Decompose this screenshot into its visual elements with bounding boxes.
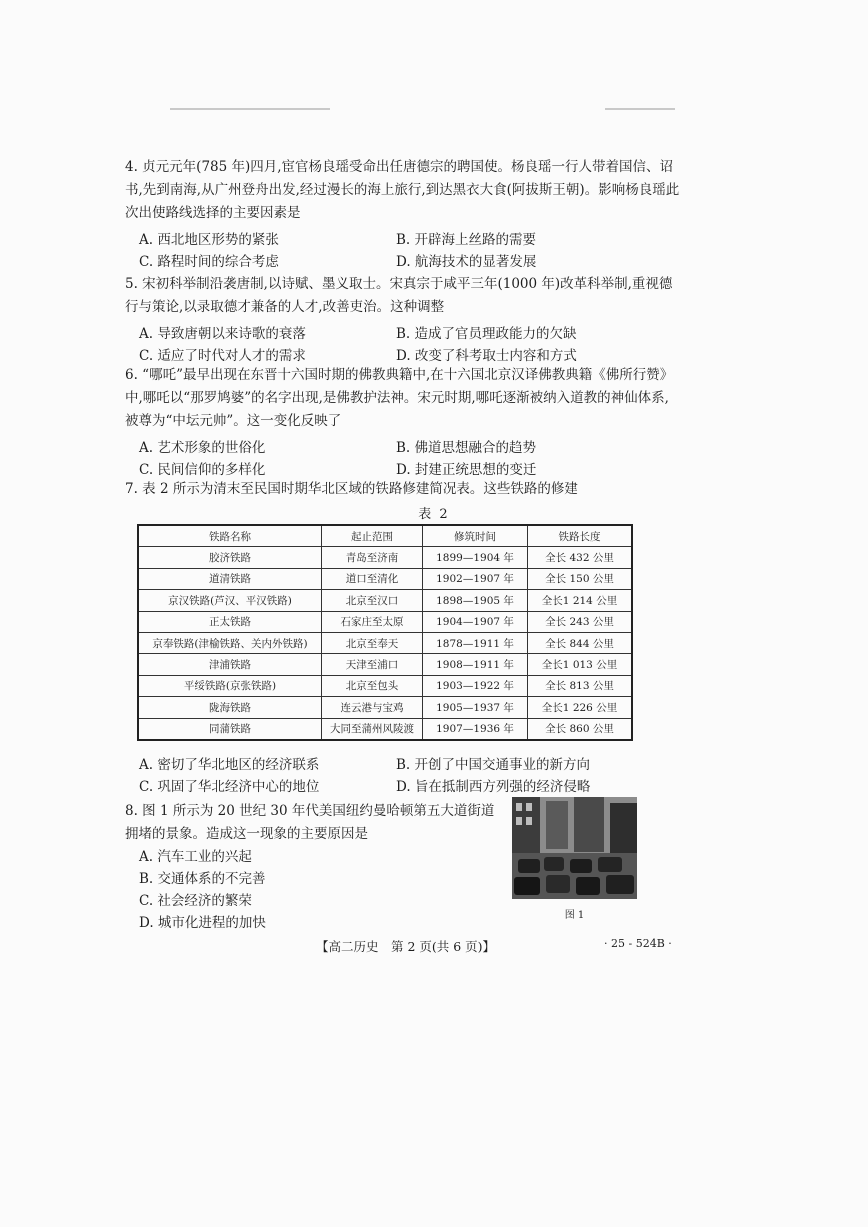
option-d: D. 城市化进程的加快: [139, 915, 266, 931]
cell: 北京至汉口: [322, 590, 423, 611]
question-4: [125, 156, 680, 273]
table-row: [138, 568, 632, 589]
cell: 津浦铁路: [138, 654, 322, 675]
option-c: C. 社会经济的繁荣: [139, 893, 252, 909]
table-row: [138, 654, 632, 675]
cell: 大同至蒲州风陵渡: [322, 718, 423, 740]
option-c: C. 路程时间的综合考虑: [139, 254, 279, 270]
question-7-options: [139, 754, 680, 798]
header-range: 起止范围: [322, 525, 423, 547]
question-8-options: [139, 846, 505, 934]
option-a: A. 导致唐朝以来诗歌的衰落: [139, 326, 306, 342]
table-row: [138, 590, 632, 611]
cell: 北京至奉天: [322, 632, 423, 653]
top-rule-right: [605, 108, 675, 110]
cell: 陇海铁路: [138, 697, 322, 718]
option-b: B. 开创了中国交通事业的新方向: [396, 757, 591, 773]
cell: 1904—1907 年: [423, 611, 528, 632]
page-footer: 【高二历史 第 2 页(共 6 页)】: [316, 939, 496, 954]
cell: 北京至包头: [322, 675, 423, 696]
option-b: B. 佛道思想融合的趋势: [396, 440, 537, 456]
cell: 胶济铁路: [138, 547, 322, 568]
cell: 石家庄至太原: [322, 611, 423, 632]
traffic-photo: [512, 797, 637, 899]
cell: 同蒲铁路: [138, 718, 322, 740]
question-5-options: [139, 323, 680, 367]
option-c: C. 民间信仰的多样化: [139, 462, 266, 478]
cell: 京奉铁路(津榆铁路、关内外铁路): [138, 632, 322, 653]
cell: 1878—1911 年: [423, 632, 528, 653]
cell: 全长1 214 公里: [528, 590, 633, 611]
cell: 1905—1937 年: [423, 697, 528, 718]
table-row: [138, 611, 632, 632]
table-row: [138, 718, 632, 740]
table-row: [138, 632, 632, 653]
table-row: [138, 697, 632, 718]
cell: 全长1 013 公里: [528, 654, 633, 675]
question-5-stem: 5. 宋初科举制沿袭唐制,以诗赋、墨义取士。宋真宗于咸平三年(1000 年)改革科举制,重视德行与策论,以录取德才兼备的人才,改善吏治。这种调整: [125, 276, 673, 315]
cell: 全长 844 公里: [528, 632, 633, 653]
cell: 1898—1905 年: [423, 590, 528, 611]
option-d: D. 封建正统思想的变迁: [396, 462, 537, 478]
option-c: C. 适应了时代对人才的需求: [139, 348, 306, 364]
option-a: A. 西北地区形势的紧张: [139, 232, 279, 248]
table-caption: 表 2: [418, 507, 450, 522]
option-b: B. 造成了官员理政能力的欠缺: [396, 326, 577, 342]
cell: 平绥铁路(京张铁路): [138, 675, 322, 696]
railway-table: [137, 524, 633, 741]
question-8: [125, 800, 505, 934]
question-5: [125, 273, 680, 367]
question-6-stem: 6. “哪吒”最早出现在东晋十六国时期的佛教典籍中,在十六国北京汉译佛教典籍《佛所行赞》中,哪吒以“那罗鸠婆”的名字出现,是佛教护法神。宋元时期,哪吒逐渐被纳入道教的神仙体系,被尊为“中坛元帅”。这一变化反映了: [125, 367, 674, 429]
option-d: D. 旨在抵制西方列强的经济侵略: [396, 779, 591, 795]
option-c: C. 巩固了华北经济中心的地位: [139, 779, 320, 795]
cell: 1903—1922 年: [423, 675, 528, 696]
question-7-stem: 7. 表 2 所示为清末至民国时期华北区域的铁路修建简况表。这些铁路的修建: [125, 481, 578, 497]
cell: 全长 150 公里: [528, 568, 633, 589]
cell: 全长 813 公里: [528, 675, 633, 696]
cell: 天津至浦口: [322, 654, 423, 675]
option-d: D. 航海技术的显著发展: [396, 254, 537, 270]
question-6: [125, 364, 680, 481]
option-b: B. 开辟海上丝路的需要: [396, 232, 537, 248]
question-6-options: [139, 437, 680, 481]
option-a: A. 汽车工业的兴起: [139, 849, 252, 865]
cell: 1907—1936 年: [423, 718, 528, 740]
option-a: A. 密切了华北地区的经济联系: [139, 757, 320, 773]
table-row: [138, 547, 632, 568]
option-b: B. 交通体系的不完善: [139, 871, 266, 887]
cell: 全长 243 公里: [528, 611, 633, 632]
cell: 正太铁路: [138, 611, 322, 632]
figure-caption: 图 1: [564, 910, 585, 921]
header-period: 修筑时间: [423, 525, 528, 547]
cell: 全长 432 公里: [528, 547, 633, 568]
page-code: · 25 - 524B ·: [604, 937, 672, 950]
cell: 连云港与宝鸡: [322, 697, 423, 718]
cell: 青岛至济南: [322, 547, 423, 568]
option-d: D. 改变了科考取士内容和方式: [396, 348, 577, 364]
table-header-row: [138, 525, 632, 547]
question-4-stem: 4. 贞元元年(785 年)四月,宦官杨良瑶受命出任唐德宗的聘国使。杨良瑶一行人带着国信、诏书,先到南海,从广州登舟出发,经过漫长的海上旅行,到达黑衣大食(阿拔斯王朝)。影响杨良瑶此次出使路线选择的主要因素是: [125, 159, 680, 221]
traffic-photo-illustration: [512, 797, 637, 899]
question-4-options: [139, 229, 680, 273]
cell: 1908—1911 年: [423, 654, 528, 675]
cell: 全长 860 公里: [528, 718, 633, 740]
option-a: A. 艺术形象的世俗化: [139, 440, 266, 456]
cell: 道口至清化: [322, 568, 423, 589]
cell: 全长1 226 公里: [528, 697, 633, 718]
header-name: 铁路名称: [138, 525, 322, 547]
question-7-options-block: [125, 754, 680, 798]
header-length: 铁路长度: [528, 525, 633, 547]
table-row: [138, 675, 632, 696]
question-7-stem-block: [125, 478, 680, 501]
cell: 道清铁路: [138, 568, 322, 589]
cell: 京汉铁路(芦汉、平汉铁路): [138, 590, 322, 611]
cell: 1902—1907 年: [423, 568, 528, 589]
question-8-stem: 8. 图 1 所示为 20 世纪 30 年代美国纽约曼哈顿第五大道街道拥堵的景象。造成这一现象的主要原因是: [125, 803, 495, 842]
top-rule-left: [170, 108, 330, 110]
cell: 1899—1904 年: [423, 547, 528, 568]
